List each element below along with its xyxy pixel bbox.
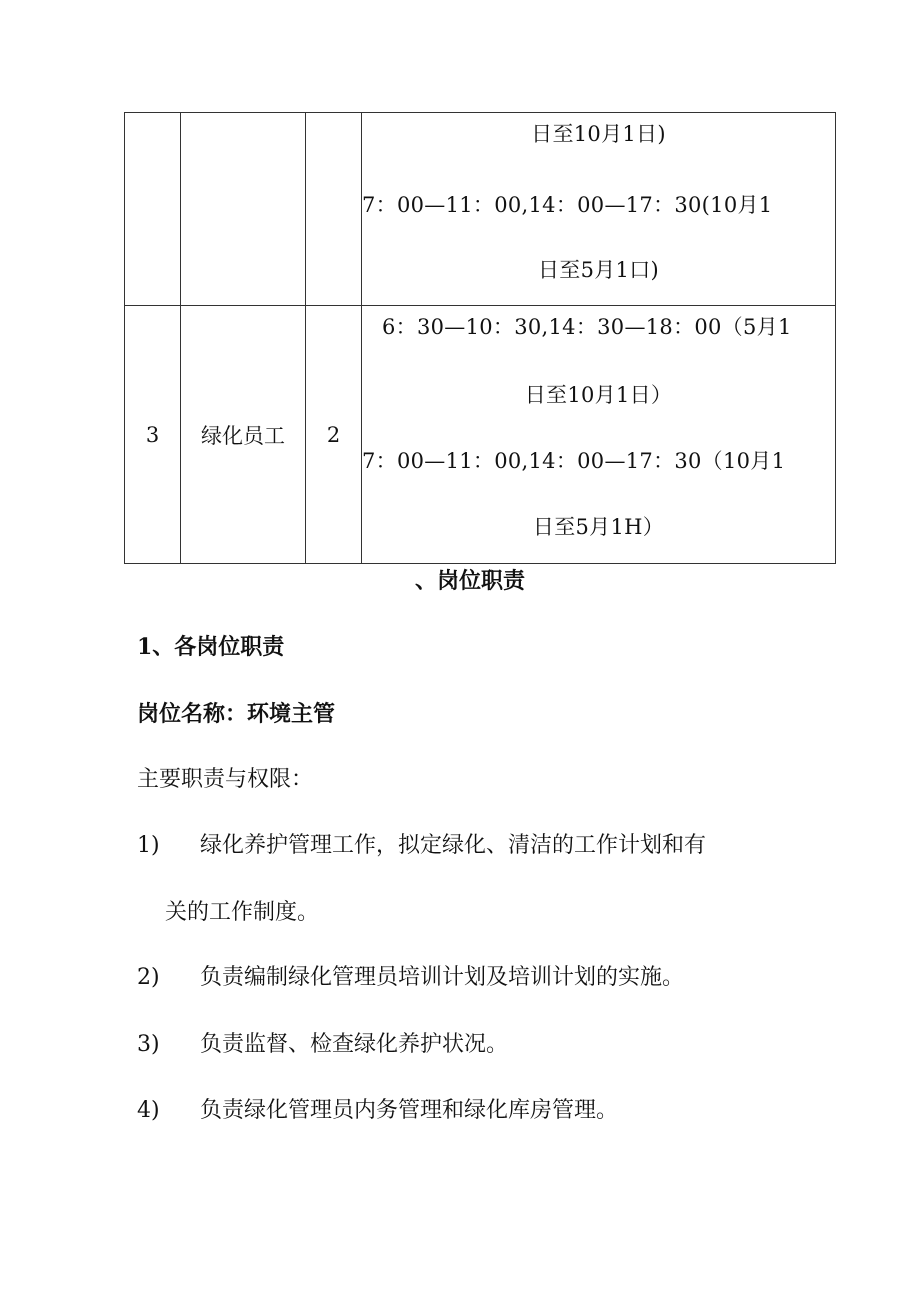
duty-item-number: 3) bbox=[137, 1032, 160, 1057]
count-cell bbox=[306, 113, 362, 306]
row-number-cell bbox=[125, 113, 181, 306]
row-number-cell: 3 bbox=[125, 306, 181, 564]
work-hours-line: 6：30—10：30,14：30—18：00（5月1 bbox=[382, 314, 792, 339]
work-hours-line: 日至10月1日） bbox=[524, 382, 673, 407]
duty-item-text: 负责绿化管理员内务管理和绿化库房管理。 bbox=[200, 1098, 619, 1123]
count-cell: 2 bbox=[306, 306, 362, 564]
duty-item-text: 负责编制绿化管理员培训计划及培训计划的实施。 bbox=[200, 965, 685, 990]
work-hours-line: 7：00—11：00,14：00—17：30（10月1 bbox=[362, 448, 786, 473]
duty-item-number: 2) bbox=[137, 965, 160, 990]
duty-item-number: 1) bbox=[137, 833, 160, 858]
work-hours-line: 日至5月1H） bbox=[532, 514, 665, 539]
work-hours-line: 日至10月1日) bbox=[531, 122, 666, 146]
duties-heading: 主要职责与权限： bbox=[137, 767, 314, 792]
staffing-schedule-table bbox=[124, 112, 836, 564]
work-hours-line: 7：00—11：00,14：00—17：30(10月1 bbox=[362, 193, 773, 217]
position-cell bbox=[181, 113, 306, 306]
duty-item-text: 绿化养护管理工作，拟定绿化、清洁的工作计划和有 bbox=[200, 833, 707, 858]
duty-item-text: 负责监督、检查绿化养护状况。 bbox=[200, 1032, 509, 1057]
post-name-heading: 岗位名称：环境主管 bbox=[137, 701, 336, 727]
subsection-title: 1、各岗位职责 bbox=[137, 634, 285, 660]
section-title: 、岗位职责 bbox=[415, 568, 526, 594]
table-row bbox=[125, 113, 836, 306]
work-hours-cell bbox=[362, 113, 836, 306]
duty-item-continuation: 关的工作制度。 bbox=[165, 900, 320, 925]
work-hours-line: 日至5月1口) bbox=[537, 258, 659, 282]
work-hours-cell bbox=[362, 306, 836, 564]
position-cell: 绿化员工 bbox=[181, 306, 306, 564]
duty-item-number: 4) bbox=[137, 1098, 160, 1123]
table-row bbox=[125, 306, 836, 564]
